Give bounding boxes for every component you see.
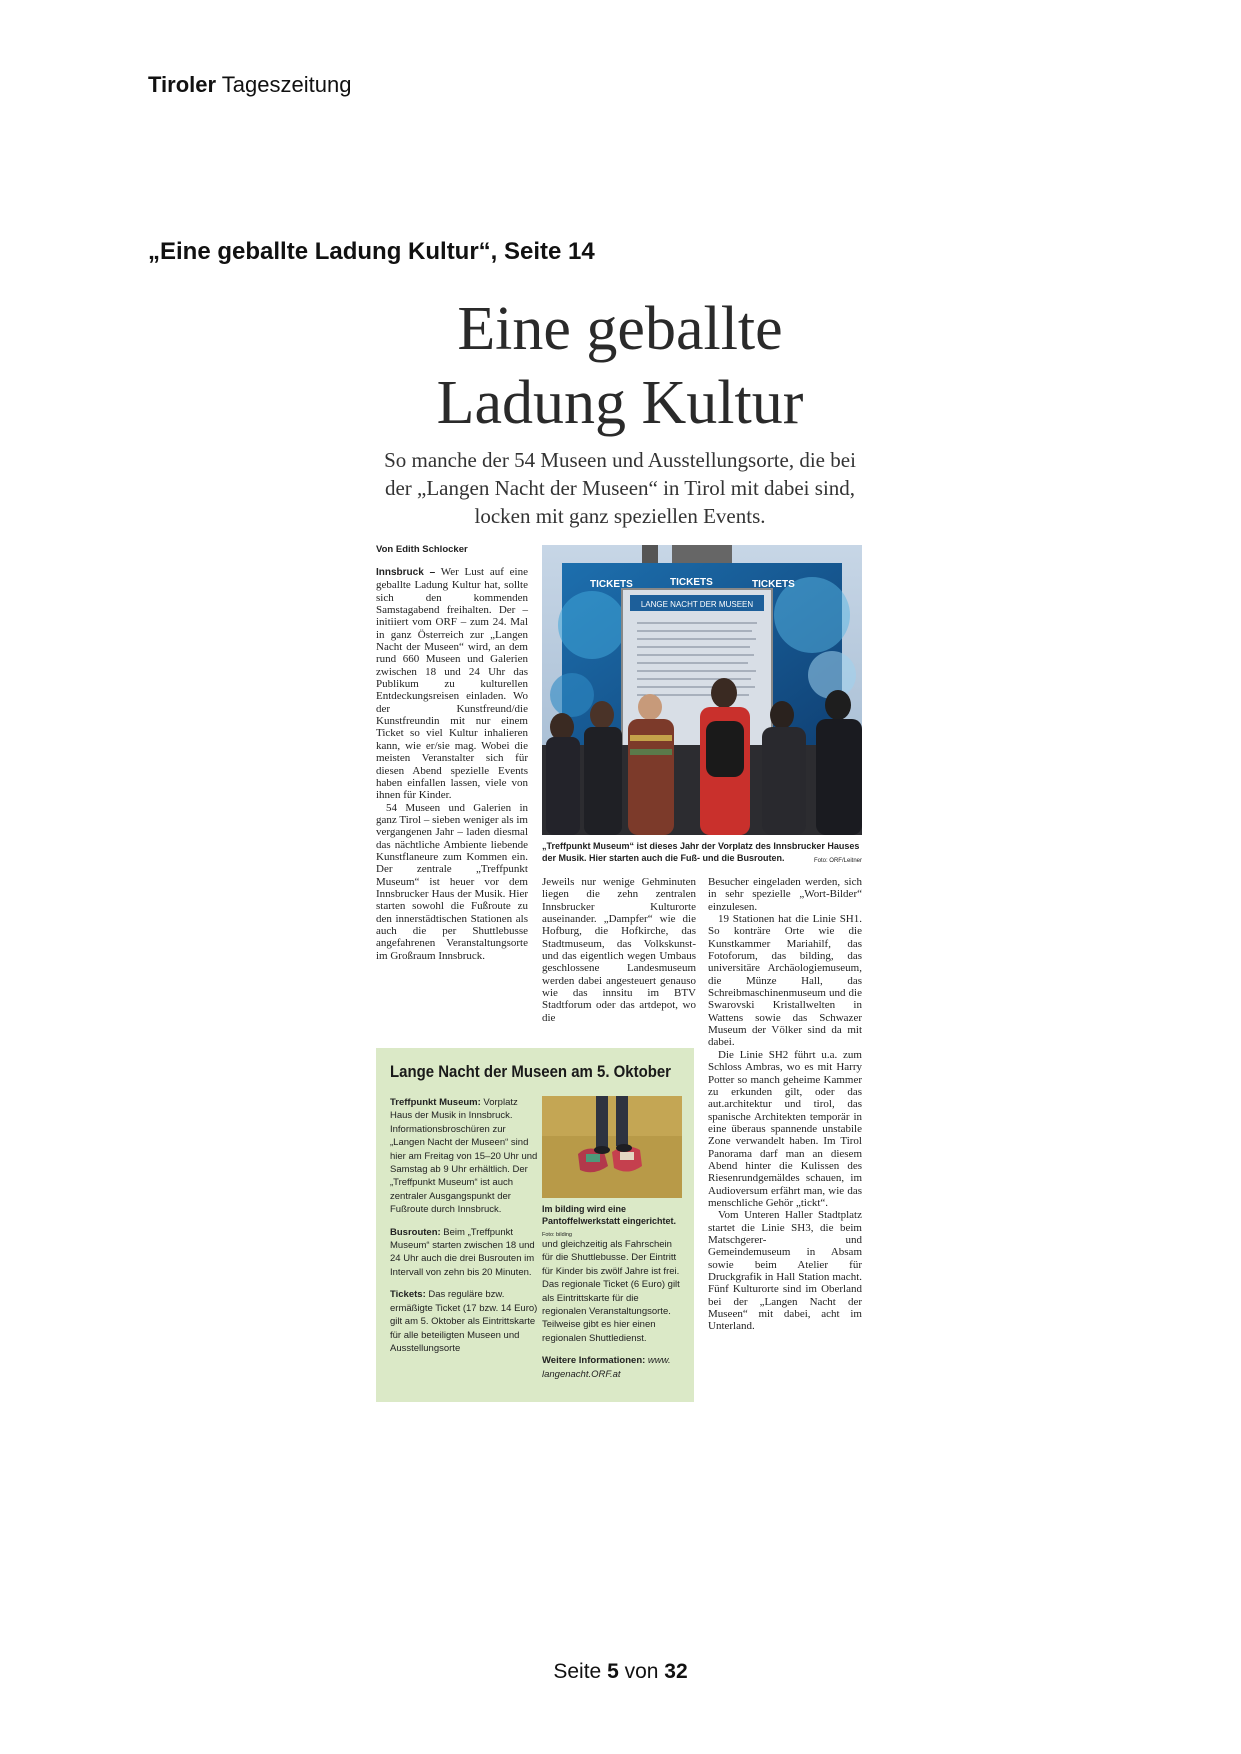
article-reference: „Eine geballte Ladung Kultur“, Seite 14	[148, 238, 595, 265]
headline-line-1: Eine geballte	[457, 295, 783, 363]
info-box-left-column	[390, 1096, 540, 1364]
slipper-workshop-image	[542, 1096, 682, 1198]
page-number	[0, 1660, 1241, 1684]
info-right-text: und gleichzeitig als Fahrschein für die Shuttlebusse. Der Eintritt für Kinder bis zwölf Jahre ist frei. Das regionale Ticket (6 Euro) gilt als Eintrittskarte für die regionalen Veranstaltungsorte. Teilweise gibt es hier einen regionalen Shuttledienst.	[542, 1239, 680, 1344]
publication-name	[148, 72, 351, 98]
column-3-paragraph-4: Vom Unteren Haller Stadtplatz startet die Linie SH3, die beim Matschgerer- und Gemeindemuseum in Absam sowie beim Atelier für Druckgrafik in Hall Station macht. Fünf Kulturorte sind im Oberland bei der „Langen Nacht der Museen“ mit dabei, acht im Unterland.	[708, 1209, 862, 1333]
article-byline: Von Edith Schlocker	[376, 544, 468, 555]
photo-board-label: LANGE NACHT DER MUSEEN	[640, 600, 754, 609]
slipper-workshop-caption	[542, 1203, 682, 1241]
main-photo-caption	[542, 840, 862, 867]
main-photo-credit: Foto: ORF/Leitner	[813, 858, 862, 864]
info-box-right-column	[542, 1238, 682, 1390]
info-tickets-text: Das reguläre bzw. ermäßigte Ticket (17 bzw. 14 Euro) gilt am 5. Oktober als Eintrittskarte für alle beteiligten Museen und Ausstellungsorte	[390, 1289, 538, 1354]
photo-sign-2: TICKETS	[670, 577, 713, 588]
info-busrouten-text: Beim „Treffpunkt Museum“ starten zwischen 18 und 24 Uhr auch die drei Busrouten im Intervall von zehn bis 20 Minuten.	[390, 1226, 535, 1278]
article-headline	[375, 292, 865, 440]
article-column-3	[708, 876, 862, 1333]
article-column-1	[376, 566, 528, 962]
column-2-paragraph-1: Jeweils nur wenige Gehminuten liegen die zehn zentralen Innsbrucker Kulturorte auseinander. „Dampfer“ wie die Hofburg, die Hofkirche, das Stadtmuseum, das Volkskunst- und das eigentlich wegen Umbaus geschlossene Landesmuseum werden dabei angesteuert genauso wie das innsitu im BTV Stadtforum oder das artdepot, wo die	[542, 876, 696, 1024]
dateline: Innsbruck –	[376, 567, 436, 578]
page-total: 32	[664, 1660, 688, 1683]
main-photo	[542, 545, 862, 835]
info-more-link[interactable]: www. langenacht.ORF.at	[542, 1355, 671, 1380]
column-3-paragraph-2: 19 Stationen hat die Linie SH1. So konträre Orte wie die Kunstkammer Mariahilf, das Fotoforum, das bilding, das universitäre Archäologiemuseum, die Münze Hall, das Schreibmaschinenmuseum und die Swarovski Kristallwelten in Wattens sowie das Schwazer Museum der Völker sind da mit dabei.	[708, 913, 862, 1049]
info-treffpunkt	[390, 1096, 540, 1217]
column-3-paragraph-1: Besucher eingeladen werden, sich in sehr spezielle „Wort-Bilder“ einzulesen.	[708, 876, 862, 913]
info-busrouten	[390, 1226, 540, 1280]
info-tickets-label: Tickets:	[390, 1289, 426, 1301]
slipper-workshop-credit: Foto: bilding	[542, 1232, 572, 1238]
page-prefix: Seite	[553, 1660, 608, 1683]
column-1-paragraph-1	[376, 566, 528, 802]
page-middle: von	[618, 1660, 665, 1683]
photo-sign-1: TICKETS	[590, 579, 633, 590]
column-1-paragraph-2: 54 Museen und Galerien in ganz Tirol – sieben weniger als im vergangenen Jahr – laden diesmal das nächtliche Ambiente liebende Kunstflaneure zum Kommen ein. Der zentrale „Treffpunkt Museum“ ist heuer vor dem Innsbrucker Haus der Musik. Hier starten sowohl die Fußroute zu den innerstädtischen Stationen als auch die per Shuttlebusse angefahrenen Veranstaltungsorte im Großraum Innsbruck.	[376, 801, 528, 962]
info-treffpunkt-label: Treffpunkt Museum:	[390, 1097, 481, 1108]
main-photo-caption-text: „Treffpunkt Museum“ ist dieses Jahr der Vorplatz des Innsbrucker Hauses der Musik. Hier starten auch die Fuß- und die Busrouten.	[542, 841, 860, 863]
column-1-paragraph-1-text: Wer Lust auf eine geballte Ladung Kultur hat, sollte sich den kommenden Samstagabend freihalten. Der – initiiert vom ORF – zum 24. Mal in ganz Österreich zur „Langen Nacht der Museen“ wird, an dem rund 660 Museen und Galerien zwischen 18 und 24 Uhr das Publikum zu kulturellen Entdeckungsreisen einladen. Wo der Kunstfreund/die Kunstfreundin mit nur einem Ticket so viel Kultur inhalieren kann, wie er/sie mag. Wobei die meisten Veranstalter sich für diesen Abend spezielle Events haben einfallen lassen, viele von ihnen für Kinder.	[376, 566, 528, 802]
info-more-label: Weitere Informationen:	[542, 1355, 646, 1367]
page-current: 5	[607, 1660, 619, 1683]
publication-name-rest: Tageszeitung	[216, 72, 352, 97]
main-photo-image	[542, 545, 862, 835]
article-subline: So manche der 54 Museen und Ausstellungsorte, die bei der „Langen Nacht der Museen“ in Tirol mit dabei sind, locken mit ganz speziellen Events.	[384, 448, 856, 528]
slipper-workshop-photo	[542, 1096, 682, 1198]
info-more	[542, 1354, 682, 1381]
publication-name-bold: Tiroler	[148, 72, 217, 97]
info-box-title: Lange Nacht der Museen am 5. Oktober	[390, 1062, 671, 1081]
article-column-2	[542, 876, 696, 1024]
headline-line-2: Ladung Kultur	[436, 369, 804, 437]
info-tickets	[390, 1288, 540, 1355]
column-3-paragraph-3: Die Linie SH2 führt u.a. zum Schloss Ambras, wo es mit Harry Potter so manch geheime Kammer zu erkunden gilt, oder das aut.architektur und tirol, das spanische Architekten temporär in eine überaus spannende unstabile Zone verwandelt haben. Im Tirol Panorama darf man an diesem Abend hinter die Kulissen des Riesenrundgemäldes schauen, im Audioversum erfährt man, wie das menschliche Gehör „tickt“.	[708, 1048, 862, 1209]
info-busrouten-label: Busrouten:	[390, 1226, 441, 1238]
info-box	[376, 1048, 694, 1402]
slipper-workshop-caption-text: Im bilding wird eine Pantoffelwerkstatt eingerichtet.	[542, 1204, 677, 1226]
photo-sign-3: TICKETS	[752, 579, 795, 590]
info-treffpunkt-text: Vorplatz Haus der Musik in Innsbruck. Informationsbroschüren zur „Langen Nacht der Museen“ sind hier am Freitag von 15–20 Uhr und Samstag ab 9 Uhr erhältlich. Der „Treffpunkt Museum“ ist auch zentraler Ausgangspunkt der Fußroute durch Innsbruck.	[390, 1097, 538, 1216]
